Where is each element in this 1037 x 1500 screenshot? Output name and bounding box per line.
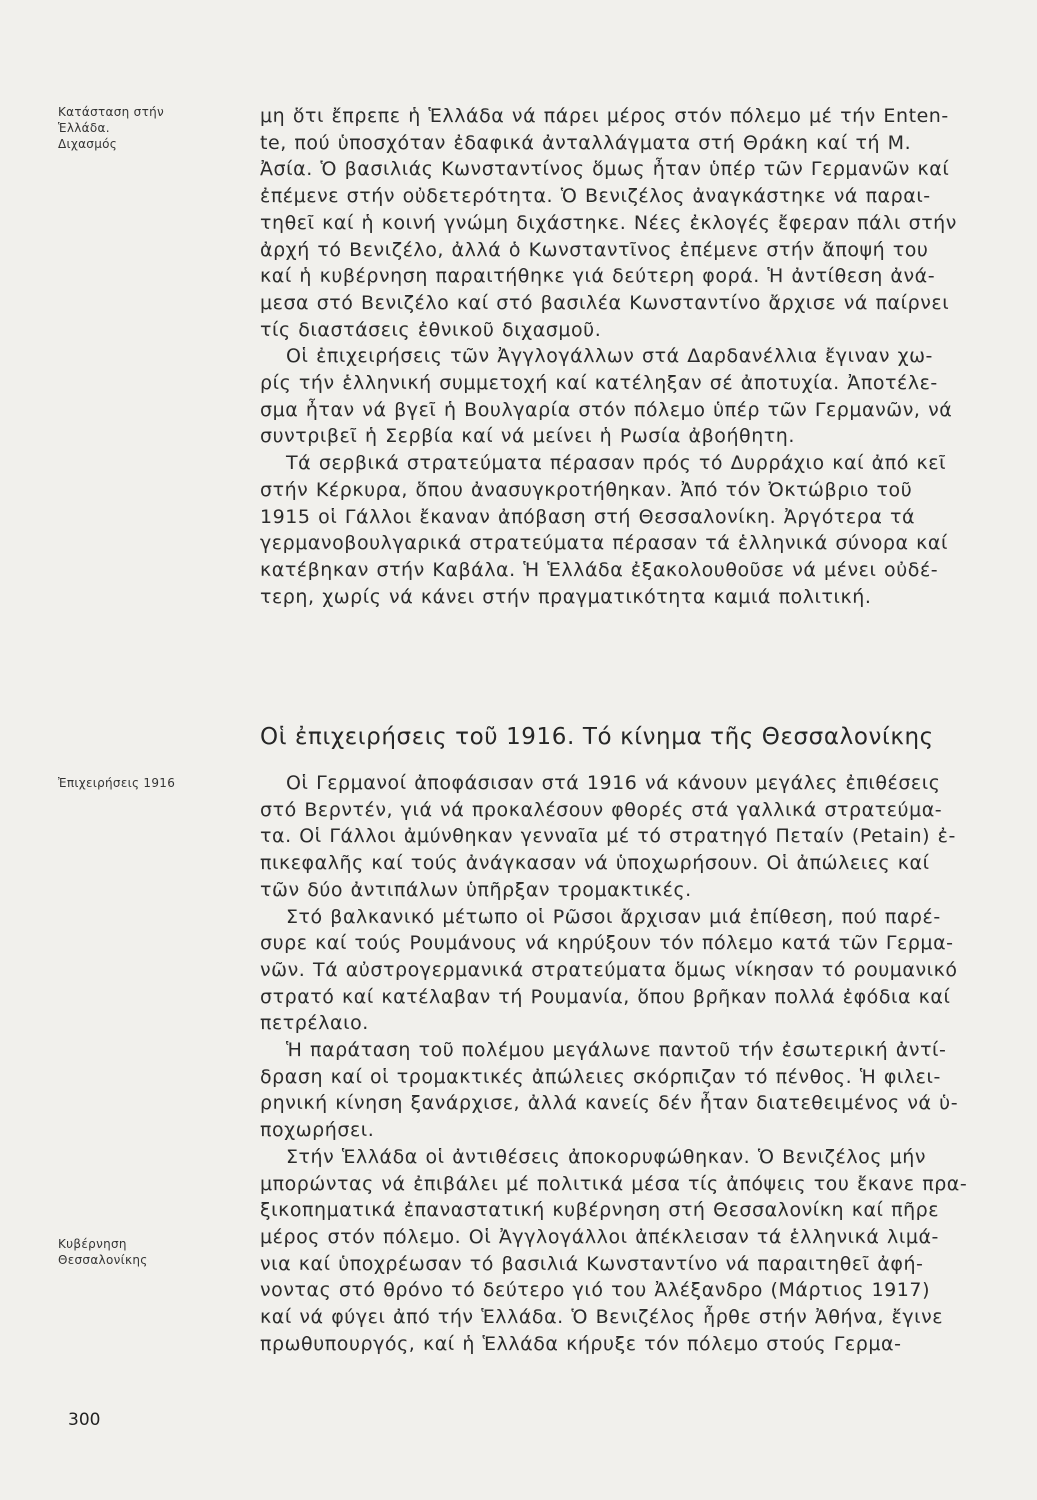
text-line: γερμανοβουλγαρικά στρατεύματα πέρασαν τά ἑλληνικά σύνορα καί	[260, 532, 948, 555]
text-line: πρωθυπουργός, καί ἡ Ἑλλάδα κήρυξε τόν πόλεμο στούς Γερμα-	[260, 1332, 902, 1355]
text-line: μεσα στό Βενιζέλο καί στό βασιλέα Κωνσταντίνο ἄρχισε νά παίρνει	[260, 291, 950, 314]
margin-note-operations-1916	[58, 775, 218, 791]
body-text-section-1	[260, 103, 1012, 610]
text-line: δραση καί οἱ τρομακτικές ἀπώλειες σκόρπιζαν τό πένθος. Ἡ φιλει-	[260, 1065, 941, 1088]
text-line: συρε καί τούς Ρουμάνους νά κηρύξουν τόν πόλεμο κατά τῶν Γερμα-	[260, 932, 954, 955]
body-text-section-2	[260, 770, 1012, 1357]
text-line: συντριβεῖ ἡ Σερβία καί νά μείνει ἡ Ρωσία ἀβοήθητη.	[260, 425, 795, 448]
margin-note-line: Διχασμός	[58, 137, 118, 151]
text-line: πετρέλαιο.	[260, 1012, 369, 1035]
page-number: 300	[68, 1410, 101, 1430]
text-line: Ἀσία. Ὁ βασιλιάς Κωνσταντίνος ὅμως ἦταν ὑπέρ τῶν Γερμανῶν καί	[260, 158, 950, 181]
text-line: νῶν. Τά αὐστρογερμανικά στρατεύματα ὅμως νίκησαν τό ρουμανικό	[260, 958, 958, 981]
text-line: στήν Κέρκυρα, ὅπου ἀνασυγκροτήθηκαν. Ἀπό τόν Ὀκτώβριο τοῦ	[260, 478, 913, 501]
margin-note-line: Κυβέρνηση	[58, 1237, 127, 1251]
margin-note-state-of-greece	[58, 104, 218, 152]
text-line: ξικοπηματικά ἐπαναστατική κυβέρνηση στή Θεσσαλονίκη καί πῆρε	[260, 1199, 940, 1222]
text-line: μπορώντας νά ἐπιβάλει μέ πολιτικά μέσα τίς ἀπόψεις του ἔκανε πρα-	[260, 1172, 968, 1195]
margin-note-line: Ἐπιχειρήσεις 1916	[58, 776, 176, 790]
text-line: νια καί ὑποχρέωσαν τό βασιλιά Κωνσταντίνο νά παραιτηθεῖ ἀφή-	[260, 1252, 924, 1275]
text-line: ρίς τήν ἑλληνική συμμετοχή καί κατέληξαν σέ ἀποτυχία. Ἀποτέλε-	[260, 372, 938, 395]
text-line: νοντας στό θρόνο τό δεύτερο γιό του Ἀλέξανδρο (Μάρτιος 1917)	[260, 1279, 931, 1302]
margin-note-line: Κατάσταση στήν	[58, 105, 165, 119]
text-line: Οἱ Γερμανοί ἀποφάσισαν στά 1916 νά κάνουν μεγάλες ἐπιθέσεις	[286, 772, 941, 794]
text-line: ρηνική κίνηση ξανάρχισε, ἀλλά κανείς δέν ἦταν διατεθειμένος νά ὑ-	[260, 1092, 959, 1115]
text-line: ποχωρήσει.	[260, 1119, 375, 1142]
text-line: σμα ἦταν νά βγεῖ ἡ Βουλγαρία στόν πόλεμο ὑπέρ τῶν Γερμανῶν, νά	[260, 398, 953, 421]
margin-note-line: Θεσσαλονίκης	[58, 1253, 148, 1267]
margin-note-thessaloniki-government	[58, 1236, 218, 1268]
text-line: Οἱ ἐπιχειρήσεις τῶν Ἀγγλογάλλων στά Δαρδανέλλια ἔγιναν χω-	[286, 345, 933, 368]
text-line: 1915 οἱ Γάλλοι ἔκαναν ἀπόβαση στή Θεσσαλονίκη. Ἀργότερα τά	[260, 505, 916, 528]
text-line: μη ὅτι ἔπρεπε ἡ Ἑλλάδα νά πάρει μέρος στόν πόλεμο μέ τήν Enten-	[260, 105, 949, 127]
text-line: στό Βερντέν, γιά νά προκαλέσουν φθορές στά γαλλικά στρατεύμα-	[260, 798, 943, 821]
text-line: τα. Οἱ Γάλλοι ἀμύνθηκαν γενναῖα μέ τό στρατηγό Πεταίν (Petain) ἐ-	[260, 825, 956, 848]
text-line: κατέβηκαν στήν Καβάλα. Ἡ Ἑλλάδα ἐξακολουθοῦσε νά μένει οὐδέ-	[260, 558, 939, 581]
text-line: Στό βαλκανικό μέτωπο οἱ Ρῶσοι ἄρχισαν μιά ἐπίθεση, πού παρέ-	[286, 905, 941, 928]
text-line: te, πού ὑποσχόταν ἐδαφικά ἀνταλλάγματα στή Θράκη καί τή Μ.	[260, 131, 912, 154]
text-line: καί νά φύγει ἀπό τήν Ἑλλάδα. Ὁ Βενιζέλος ἦρθε στήν Ἀθήνα, ἔγινε	[260, 1306, 944, 1329]
text-line: καί ἡ κυβέρνηση παραιτήθηκε γιά δεύτερη φορά. Ἡ ἀντίθεση ἀνά-	[260, 265, 936, 288]
text-line: ἐπέμενε στήν οὐδετερότητα. Ὁ Βενιζέλος ἀναγκάστηκε νά παραι-	[260, 185, 931, 208]
text-line: πικεφαλῆς καί τούς ἀνάγκασαν νά ὑποχωρήσουν. Οἱ ἀπώλειες καί	[260, 852, 930, 875]
margin-note-line: Ἑλλάδα.	[58, 121, 110, 135]
text-line: Στήν Ἑλλάδα οἱ ἀντιθέσεις ἀποκορυφώθηκαν. Ὁ Βενιζέλος μήν	[286, 1145, 927, 1168]
text-line: τερη, χωρίς νά κάνει στήν πραγματικότητα καμιά πολιτική.	[260, 585, 872, 608]
text-line: μέρος στόν πόλεμο. Οἱ Ἀγγλογάλλοι ἀπέκλεισαν τά ἑλληνικά λιμά-	[260, 1225, 939, 1248]
text-line: τηθεῖ καί ἡ κοινή γνώμη διχάστηκε. Νέες ἐκλογές ἔφεραν πάλι στήν	[260, 211, 957, 234]
text-line: στρατό καί κατέλαβαν τή Ρουμανία, ὅπου βρῆκαν πολλά ἐφόδια καί	[260, 985, 951, 1008]
text-line: Ἡ παράταση τοῦ πολέμου μεγάλωνε παντοῦ τήν ἐσωτερική ἀντί-	[286, 1039, 947, 1062]
text-line: Τά σερβικά στρατεύματα πέρασαν πρός τό Δυρράχιο καί ἀπό κεῖ	[286, 452, 947, 475]
text-line: ἀρχή τό Βενιζέλο, ἀλλά ὁ Κωνσταντῖνος ἐπέμενε στήν ἄποψή του	[260, 238, 929, 261]
text-line: τῶν δύο ἀντιπάλων ὑπῆρξαν τρομακτικές.	[260, 878, 692, 901]
section-heading: Οἱ ἐπιχειρήσεις τοῦ 1916. Τό κίνημα τῆς Θεσσαλονίκης	[260, 724, 934, 750]
text-line: τίς διαστάσεις ἐθνικοῦ διχασμοῦ.	[260, 318, 602, 341]
